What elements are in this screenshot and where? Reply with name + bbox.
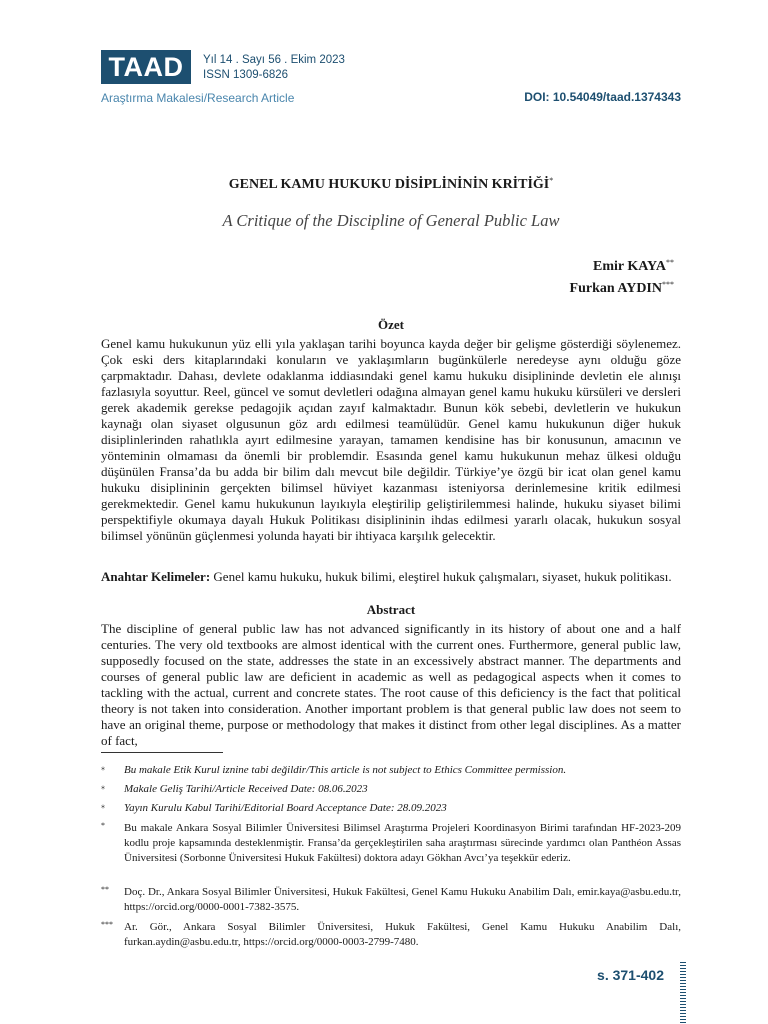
footnote-text: Ar. Gör., Ankara Sosyal Bilimler Üniversitesi, Hukuk Fakültesi, Genel Kamu Hukuku Anabilim Dalı, furkan.aydin@asbu.edu.tr, https://orcid.org/0000-0003-2799-7480. (124, 921, 681, 948)
journal-logo: TAAD (101, 50, 191, 84)
footnote-mark: ⁎ (101, 763, 105, 772)
footnote-received (101, 782, 681, 797)
author-2 (570, 280, 674, 297)
footnote-mark: ⁎ (101, 801, 105, 810)
author-name: Furkan AYDIN (569, 281, 662, 296)
footnote-mark: ** (101, 885, 109, 894)
keywords-list: Genel kamu hukuku, hukuk bilimi, eleştirel hukuk çalışmaları, siyaset, hukuk politikası. (210, 569, 672, 584)
doi-link[interactable]: DOI: 10.54049/taad.1374343 (524, 90, 681, 104)
abstract-text: The discipline of general public law has not advanced significantly in its history of about one and a half centuries. The very old textbooks are almost identical with the current ones. Furthermore, general public law, supposedly focused on the state, addresses the state in an excessively abstract manner. The departments and courses of general public law are deficient in academic as well as pedagogical aspects when it comes to tackling with the actual, current and concrete states. The root cause of this deficiency is the fact that political theory is not taken into consideration. Another important problem is that general public law does not seem to have an original theme, purpose or methodology that makes it distinct from other legal disciplines. As a matter of fact, (101, 621, 681, 748)
page-edge-ticks (680, 962, 686, 1024)
author-1 (593, 258, 674, 275)
page-range: s. 371-402 (597, 967, 664, 983)
footnote-mark: * (101, 821, 105, 830)
author-footnote-mark: *** (662, 280, 674, 289)
abstract-heading: Abstract (366, 602, 416, 617)
footnote-funding (101, 821, 681, 866)
footnote-mark: *** (101, 920, 113, 929)
article-category: Araştırma Makalesi/Research Article (101, 91, 295, 105)
author-footnote-mark: ** (666, 258, 674, 267)
footnote-text: Makale Geliş Tarihi/Article Received Date: 08.06.2023 (124, 783, 368, 795)
footnote-text: Doç. Dr., Ankara Sosyal Bilimler Üniversitesi, Hukuk Fakültesi, Genel Kamu Hukuku Anabilim Dalı, emir.kaya@asbu.edu.tr, https://orcid.org/0000-0001-7382-3575. (124, 886, 681, 913)
ozet-heading: Özet (378, 317, 404, 332)
issn: ISSN 1309-6826 (203, 69, 289, 81)
footnote-divider (101, 752, 223, 753)
footnote-text: Bu makale Ankara Sosyal Bilimler Üniversitesi Bilimsel Araştırma Projeleri Koordinasyon Birimi tarafından HF-2023-209 kodlu proje kapsamında desteklenmiştir. Fransa’da gerçekleştirilen saha araştırması sürecinde yardımcı olan Panthéon Assas Üniversitesi (Sorbonne Üniversitesi Hukuk Fakültesi) doktora adayı Gökhan Avcı’ya teşekkür ederiz. (124, 822, 681, 864)
title-english: A Critique of the Discipline of General Public Law (222, 211, 560, 230)
footnote-mark: ⁎ (101, 782, 105, 791)
footnote-author-1 (101, 885, 681, 915)
issue-info: Yıl 14 . Sayı 56 . Ekim 2023 (203, 54, 345, 66)
ozet-text: Genel kamu hukukunun yüz elli yıla yaklaşan tarihi boyunca kayda değer bir gelişme gösterdiği söylenemez. Çok eski ders kitaplarındaki konuların ve yaklaşımların bugünkülerle neredeyse aynı olduğu göze çarpmaktadır. Dahası, devlete odaklanma iddiasındaki genel kamu hukuku disiplininde devletin ele alınışı fazlasıyla soyuttur. Reel, güncel ve somut devletleri odağına almayan genel kamu hukuku kürsüleri ve dersleri gerek akademik gerekse pedagojik açıdan zayıf kalmaktadır. Bunun kök sebebi, devletlerin ve hukukun kaynağı olan siyaset olgusunun göz ardı edilmesi teamülüdür. Genel kamu hukukunun diğer hukuk disiplinlerinden rahatlıkla ayırt edilmesine yarayan, tamamen kendisine has bir konusunun, amacının ve yönteminin olmaması da önemli bir problemdir. Esasında genel kamu hukukunun mehaz ülkesi olduğu düşünülen Fransa’da bu adda bir bilim dalı mevcut bile değildir. Türkiye’ye özgü bir icat olan genel kamu hukuku disiplininin gerçekten bilimsel hüviyet kazanması isteniyorsa derinlemesine kritik edilmesi gerekmektedir. Genel kamu hukukunun layıkıyla eleştirilip geliştirilemmesi halinde, hukuku siyaset bilimi perspektifiyle okumaya dayalı Hukuk Politikası disiplininin ihdas edilmesi yararlı olacak, hukukun sosyal bilimsel yönünün güçlenmesi yolunda hayati bir ihtiyaca karşılık gelecektir. (101, 336, 681, 543)
footnote-ethics (101, 763, 681, 778)
footnote-accepted (101, 801, 681, 816)
title-footnote-mark: * (549, 176, 554, 185)
title-turkish-text: GENEL KAMU HUKUKU DİSİPLİNİNİN KRİTİĞİ (228, 177, 550, 192)
title-turkish (101, 176, 681, 193)
journal-header (101, 48, 681, 108)
footnote-text: Yayın Kurulu Kabul Tarihi/Editorial Board Acceptance Date: 28.09.2023 (124, 802, 447, 814)
keywords (101, 569, 681, 585)
author-name: Emir KAYA (592, 259, 666, 274)
footnote-author-2 (101, 920, 681, 950)
footnote-text: Bu makale Etik Kurul iznine tabi değildir/This article is not subject to Ethics Committee permission. (124, 764, 567, 776)
keywords-label: Anahtar Kelimeler: (101, 569, 211, 584)
